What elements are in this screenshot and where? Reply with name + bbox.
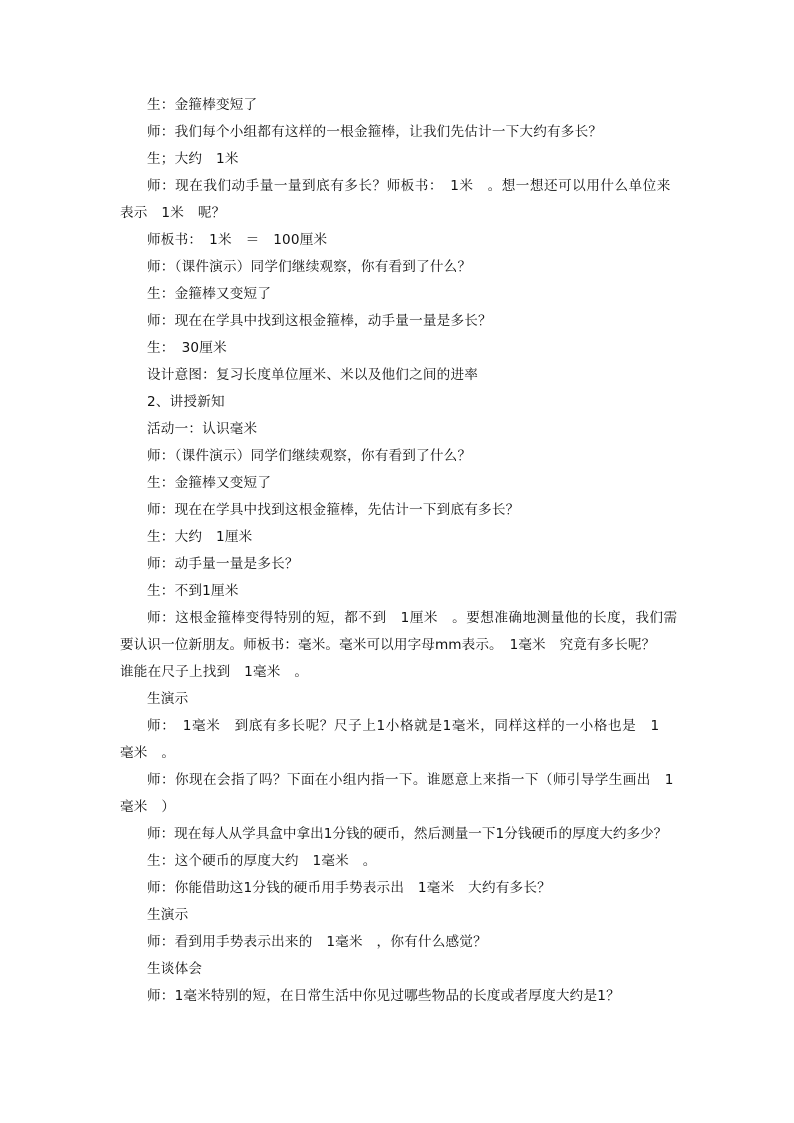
text-line: 生：大约 1厘米 xyxy=(147,529,253,545)
text-line: 生演示 xyxy=(147,907,189,923)
text-line: 生演示 xyxy=(147,691,189,707)
text-line: 师板书： 1米 ＝ 100厘米 xyxy=(147,232,328,248)
text-line: 师：这根金箍棒变得特别的短，都不到 1厘米 。要想准确地测量他的长度，我们需 xyxy=(147,610,678,626)
text-line: 师：现在我们动手量一量到底有多长？师板书： 1米 。想一想还可以用什么单位来 xyxy=(147,178,671,194)
text-line: 生：金箍棒又变短了 xyxy=(147,475,272,491)
text-line: 生：不到1厘米 xyxy=(147,583,239,599)
text-line: 要认识一位新朋友。师板书：毫米。毫米可以用字母mm表示。 1毫米 究竟有多长呢？ xyxy=(120,637,656,653)
section-heading: 2、讲授新知 xyxy=(147,394,225,410)
activity-heading: 活动一：认识毫米 xyxy=(147,421,258,437)
text-line: 师：现在每人从学具盒中拿出1分钱的硬币，然后测量一下1分钱硬币的厚度大约多少？ xyxy=(147,826,668,842)
text-line: 生；大约 1米 xyxy=(147,151,239,167)
text-line: 师：（课件演示）同学们继续观察，你有看到了什么？ xyxy=(147,448,472,464)
text-line: 生：金箍棒变短了 xyxy=(147,97,258,113)
text-line: 师：动手量一量是多长？ xyxy=(147,556,299,572)
text-line: 师： 1毫米 到底有多长呢？尺子上1小格就是1毫米，同样这样的一小格也是 1 xyxy=(147,718,660,734)
text-line: 师：我们每个小组都有这样的一根金箍棒，让我们先估计一下大约有多长？ xyxy=(147,124,603,140)
text-line: 师：现在在学具中找到这根金箍棒，先估计一下到底有多长？ xyxy=(147,502,520,518)
text-line: 毫米 ） xyxy=(120,799,176,815)
text-line: 师：现在在学具中找到这根金箍棒，动手量一量是多长？ xyxy=(147,313,492,329)
text-line: 生：金箍棒又变短了 xyxy=(147,286,272,302)
text-line: 师：（课件演示）同学们继续观察，你有看到了什么？ xyxy=(147,259,472,275)
text-line: 师：1毫米特别的短，在日常生活中你见过哪些物品的长度或者厚度大约是1？ xyxy=(147,988,620,1004)
text-line: 师：你现在会指了吗？下面在小组内指一下。谁愿意上来指一下（师引导学生画出 1 xyxy=(147,772,674,788)
text-line: 生：这个硬币的厚度大约 1毫米 。 xyxy=(147,853,377,869)
text-line: 表示 1米 呢？ xyxy=(120,205,226,221)
text-line: 毫米 。 xyxy=(120,745,176,761)
text-line: 生： 30厘米 xyxy=(147,340,227,356)
text-line: 师：看到用手势表示出来的 1毫米 ，你有什么感觉？ xyxy=(147,934,487,950)
text-line: 设计意图：复习长度单位厘米、米以及他们之间的进率 xyxy=(147,367,479,383)
text-line: 生谈体会 xyxy=(147,961,203,977)
text-line: 师：你能借助这1分钱的硬币用手势表示出 1毫米 大约有多长？ xyxy=(147,880,551,896)
text-line: 谁能在尺子上找到 1毫米 。 xyxy=(120,664,309,680)
